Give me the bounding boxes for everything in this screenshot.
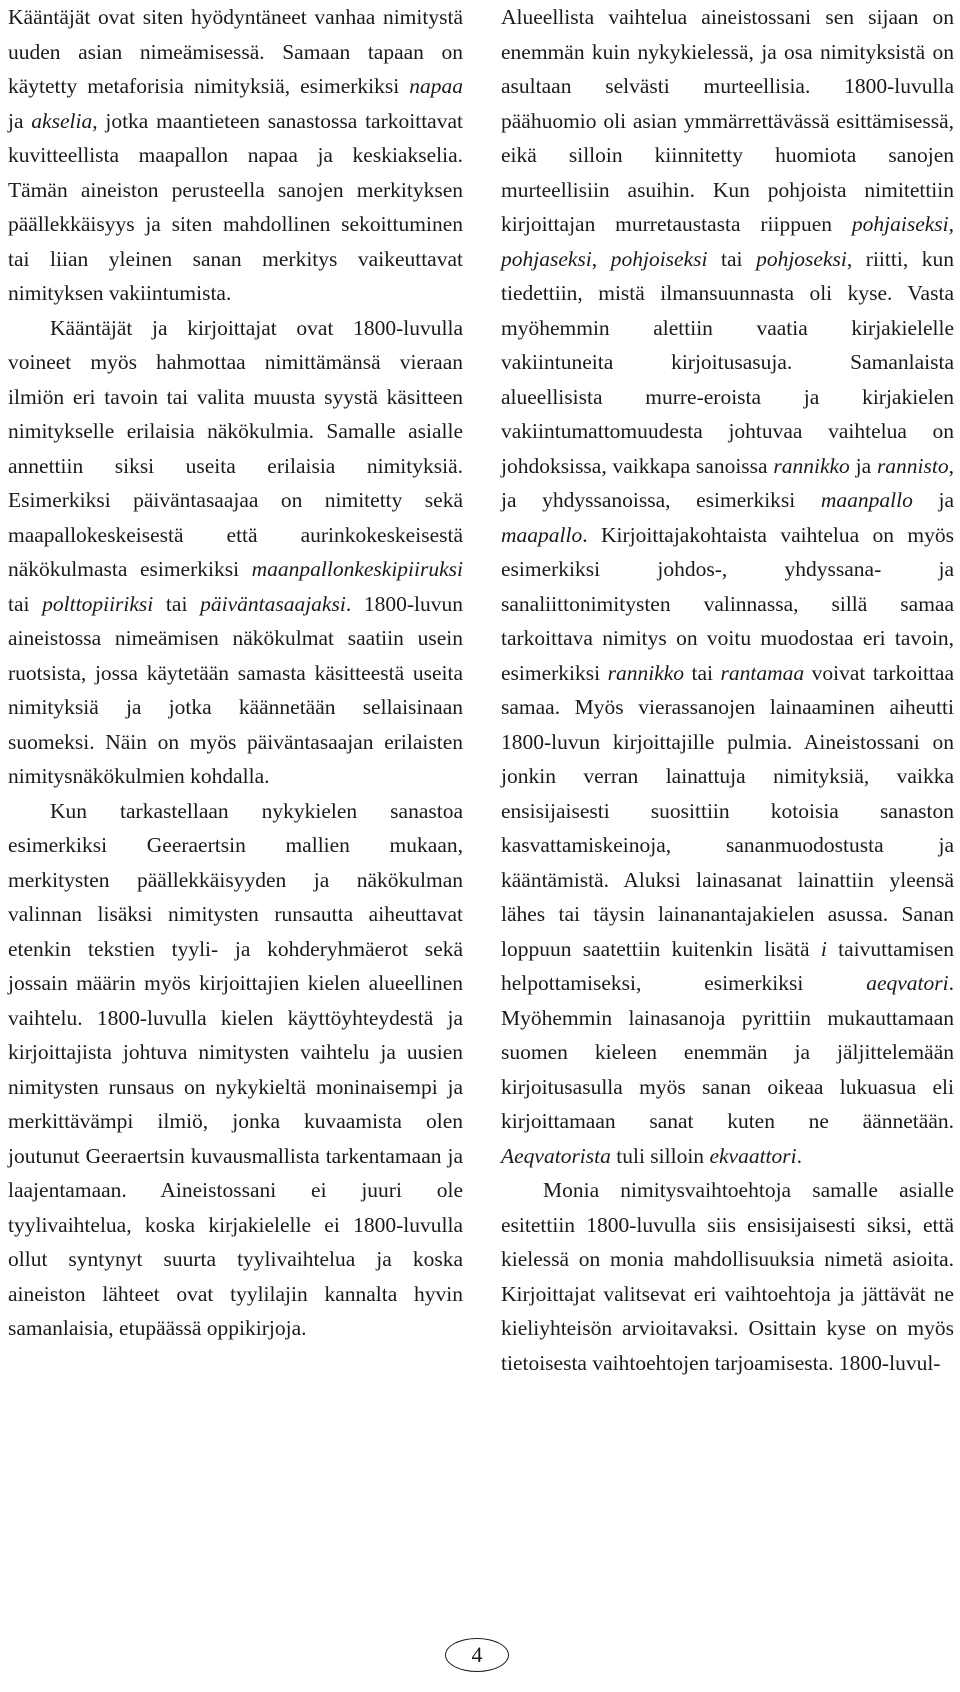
text-run: , jotka maantieteen sanastossa tarkoittavat kuvitteellista maapallon napaa ja keskiakselia. Tämän aineiston perusteella sanojen merkityksen päällekkäisyys ja siten mahdollinen sekoittuminen tai liian yleinen sanan merkitys vaikeuttavat nimityksen vakiintumista.: [8, 108, 463, 305]
text-run: . Myöhemmin lainasanoja pyrittiin mukauttamaan suomen kieleen enemmän ja jäljittelemään kirjoitusasulla myös sanan oikeaa lukuasua eli kirjoittamaan sanat kuten ne äännetään.: [501, 971, 954, 1133]
italic-term: rantamaa: [720, 660, 805, 685]
italic-term: i: [820, 936, 827, 961]
italic-term: ekvaattori: [709, 1143, 797, 1168]
italic-term: pohjoiseksi: [610, 246, 708, 271]
italic-term: rannikko: [773, 453, 850, 478]
paragraph-right-1: [501, 0, 954, 1173]
text-run: taivuttamisen helpottamiseksi, esimerkiksi: [501, 936, 954, 995]
text-run: , ja yhdyssanoissa, esimerkiksi: [501, 453, 954, 512]
term-akselia: akselia: [31, 108, 93, 133]
text-run: Kun tarkastellaan nykykielen sanastoa esimerkiksi Geeraertsin mallien mukaan, merkitysten päällekkäisyyden ja näkökulman valinnan lisäksi nimitysten runsautta aiheuttavat etenkin tekstien tyyli- ja kohderyhmäerot sekä jossain määrin myös kirjoittajien kielen alueellinen vaihtelu. 1800-luvulla kielen käyttöyhteydestä ja kirjoittajista johtuva nimitysten vaihtelu ja uusien nimitysten runsaus on nykykieltä moninaisempi ja merkittävämpi ilmiö, jonka kuvaamista olen joutunut Geeraertsin kuvausmallista tarkentamaan ja laajentamaan. Aineistossani ei juuri ole tyylivaihtelua, koska kirjakielelle ei 1800-luvulla ollut syntynyt suurta tyylivaihtelua ja koska aineiston lähteet ovat tyylilajin kannalta hyvin samanlaisia, etupäässä oppikirjoja.: [8, 798, 463, 1340]
text-run: voivat tarkoittaa samaa. Myös vierassanojen lainaaminen aiheutti 1800-luvun kirjoittajille pulmia. Aineistossani on jonkin verran lainattuja nimityksiä, vaikka ensisijaisesti suosittiin kotoisia sanaston kasvattamiskeinoja, sananmuodostusta ja kääntämistä. Aluksi lainasanat lainattiin yleensä lähes tai täysin lainanantajakielen asussa. Sanan loppuun saatettiin kuitenkin lisätä: [501, 660, 955, 961]
text-run: Kääntäjät ovat siten hyödyntäneet vanhaa nimitystä uuden asian nimeämisessä. Samaan tapaan on käytetty metaforisia nimityksiä, esimerkiksi: [8, 5, 463, 98]
right-column: [501, 0, 954, 1380]
text-run: tai: [8, 591, 43, 616]
italic-term: maapallo: [501, 522, 583, 547]
text-run: Monia nimitysvaihtoehtoja samalle asialle esitettiin 1800-luvulla siis ensisijaisesti siksi, että kielessä on monia mahdollisuuksia nimetä asioita. Kirjoittajat valitsevat eri vaihtoehtoja ja jättävät ne kieliyhteisön arvioitavaksi. Osittain kyse on myös tietoisesta vaihtoehtojen tarjoamisesta. 1800-luvul-: [501, 1178, 954, 1375]
text-run: tuli silloin: [610, 1143, 710, 1168]
text-run: tai: [153, 591, 201, 616]
text-run: ja: [912, 488, 954, 512]
italic-term: pohjoseksi: [756, 246, 847, 271]
italic-term: rannikko: [607, 660, 685, 685]
text-run: . 1800-luvun aineistossa nimeämisen näkökulmat saatiin usein ruotsista, jossa käytetään samasta käsitteestä useita nimityksiä ja jotka käännetään sellaisinaan suomeksi. Näin on myös päiväntasaajan erilaisten nimitysnäkökulmien kohdalla.: [8, 591, 463, 788]
text-run: . Kirjoittajakohtaista vaihtelua on myös esimerkiksi johdos-, yhdyssana- ja sanaliittonimitysten valinnassa, sillä samaa tarkoittava nimitys on voitu muodostaa eri tavoin, esimerkiksi: [501, 522, 954, 685]
paragraph-left-1: [8, 0, 463, 311]
text-run: ja: [849, 453, 877, 478]
text-run: Alueellista vaihtelua aineistossani sen sijaan on enemmän kuin nykykielessä, ja osa nimityksistä on asultaan selvästi murteellisia. 1800-luvulla päähuomio oli asian ymmärrettävässä esittämisessä, eikä silloin kiinnitetty huomiota sanojen murteellisiin asuihin. Kun pohjoista nimitettiin kirjoittajan murretaustasta riippuen: [501, 5, 954, 236]
paragraph-right-2: [501, 1173, 954, 1380]
text-run: Kääntäjät ja kirjoittajat ovat 1800-luvulla voineet myös hahmottaa nimittämänsä vieraan ilmiön eri tavoin tai valita muusta syystä käsitteen nimitykselle erilaisia näkökulmia. Samalle asialle annettiin siksi useita erilaisia nimityksiä. Esimerkiksi päiväntasaajaa on nimitetty sekä maapallokeskeisestä että aurinkokeskeisestä näkökulmasta esimerkiksi: [8, 315, 463, 581]
text-run: tai: [707, 246, 757, 271]
italic-term: pohjaiseksi: [851, 212, 949, 236]
italic-term: aeqvatori: [866, 971, 949, 995]
left-column: [8, 0, 463, 1346]
page-number: 4: [445, 1638, 509, 1672]
paragraph-left-2: [8, 311, 463, 794]
text-run: ja: [8, 108, 32, 133]
italic-term: maanpallo: [820, 488, 913, 512]
term-paivantasaajaksi: päiväntasaajaksi: [200, 591, 346, 616]
text-run: .: [796, 1143, 802, 1168]
italic-term: rannisto: [876, 453, 949, 478]
term-maanpallonkeskipiiruksi: maanpallonkeskipiiruksi: [251, 557, 463, 581]
paragraph-left-3: [8, 794, 463, 1346]
text-run: ,: [591, 246, 611, 271]
term-polttopiiriksi: polttopiiriksi: [42, 591, 154, 616]
text-run: tai: [684, 660, 721, 685]
term-napaa: napaa: [409, 74, 463, 98]
text-run: , riitti, kun tiedettiin, mistä ilmansuunnasta oli kyse. Vasta myöhemmin alettiin vaatia kirjakielelle vakiintuneita kirjoitusasuja. Samanlaista alueellisista murre-eroista ja kirjakielen vakiintumattomuudesta johtuvaa vaihtelua on johdoksissa, vaikkapa sanoissa: [501, 246, 954, 478]
italic-term: pohjaseksi: [501, 246, 592, 271]
italic-term: Aeqvatorista: [501, 1143, 611, 1168]
text-run: ,: [948, 212, 954, 236]
